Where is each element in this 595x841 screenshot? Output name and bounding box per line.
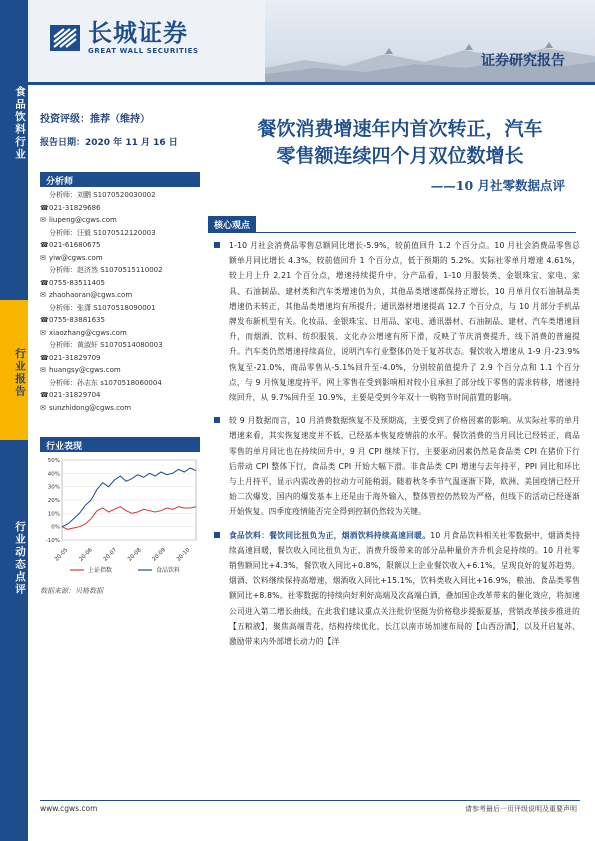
page-header: [28, 0, 595, 82]
report-type-label: 证券研究报告: [481, 53, 565, 69]
phone-icon: ☎: [40, 353, 49, 362]
analyst-row-text[interactable]: zhaohaoran@cgws.com: [49, 291, 133, 299]
footer-disclaimer: 请参考最后一页评级说明及重要声明: [465, 805, 577, 813]
phone-icon: ☎: [40, 316, 49, 324]
industry-performance-section: [40, 437, 200, 596]
square-bullet-icon: [214, 417, 220, 423]
analyst-row: [40, 314, 200, 327]
analyst-row-text[interactable]: liupeng@cgws.com: [49, 216, 117, 224]
mail-icon: ✉: [40, 403, 46, 412]
logo-english-name: GREAT WALL SECURITIES: [88, 47, 199, 55]
logo-chinese-name: 长城证券: [88, 19, 188, 47]
chart-source: 数据来源：贝格数据: [40, 587, 103, 595]
square-bullet-icon: [214, 242, 220, 248]
sidebar-report-label: 行业报告: [0, 300, 28, 440]
analyst-row: [40, 352, 200, 365]
mail-icon: ✉: [40, 366, 46, 374]
analyst-row: [40, 339, 200, 352]
analyst-row: [40, 289, 200, 302]
sidebar-industry-label: 食品饮料行业: [14, 85, 26, 161]
analyst-row-text: 0755-83881635: [49, 316, 105, 324]
analyst-row-text: 分析师：刘鹏 S1070520030002: [49, 191, 156, 199]
analyst-row: [40, 264, 200, 277]
core-view-rule: [208, 232, 576, 233]
analyst-row: [40, 402, 200, 415]
left-sidebar: [0, 0, 28, 841]
header-divider: [28, 82, 595, 85]
y-tick-label: 40%: [47, 471, 60, 478]
y-tick-label: 10%: [47, 511, 60, 518]
y-tick-label: 30%: [47, 484, 60, 491]
x-tick-label: 20-10: [175, 547, 192, 563]
analyst-row: [40, 227, 200, 240]
analyst-row-text: 分析师：汪毅 S1070512120003: [49, 228, 156, 237]
paragraph-2-text: 较 9 月数据而言，10 月消费数据恢复不及预期高，主要受到了价格因素的影响。从实际社零的单月增速来看，其实恢复速度并不低，已经基本恢复疫情前的水平。餐饮消费的当月同比已经转正，商品零售的单月同比也在持续回升中，9 月 CPI 继续下行，主要驱动因素仍然是食品类 CPI 在猪价下行后带动 CPI 整体下行，食品类 CPI 开始大幅下滑。非食品类 CPI 增速与去年持平，PPI 同比和环比与上月持平，显示内需改善的拉动力可能稍弱。随着秋冬季节气温逐渐下降，欧洲、美国疫情已经开始二次爆发，国内的爆发基本上还是由于海外输入，整体管控仍然较为严格，但线下的活动已经逐渐开始恢复。四季度疫情能否完全得到控制仍然较为关键。: [229, 416, 580, 517]
analyst-row: [40, 277, 200, 290]
paragraph-3: [212, 528, 580, 650]
mail-icon: ✉: [40, 291, 46, 299]
analyst-row: [40, 377, 200, 390]
phone-icon: ☎: [40, 203, 49, 212]
x-tick-label: 20-07: [102, 547, 119, 563]
mail-icon: ✉: [40, 253, 46, 262]
y-tick-label: -10%: [45, 538, 60, 544]
performance-chart: [40, 452, 200, 582]
analyst-header: 分析师: [40, 172, 200, 187]
analyst-row: [40, 302, 200, 315]
paragraph-1-text: 1-10 月社会消费品零售总额同比增长-5.9%，较前值回升 1.2 个百分点。10 月社会消费品零售总额单月同比增长 4.3%，较前值回升 1 个百分点，低于预期的 5.2%。实际社零单月增速 4.61%，较上月上升 2.21 个百分点，增速持续提升中。分产品看，1-10 月服装类、金银珠宝、家电、家具、石油制品、建材类和汽车类增速仍为负，其他品类增速都保持正增长，10 月单月仅石油制品类增速仍未转正，其他品类增速均有所提升；通讯器材增速提高 12.7 个百分点，与 10 月部分手机品牌发布新机型有关。化妆品、金银珠宝、日用品、家电、通讯器材、石油制品、建材、汽车类增速回升，而烟酒、饮料、纺织服装、文化办公增速有所下滑，反映了节庆消费提升、线下消费的普遍提升。汽车类仍然增速持续高位，说明汽车行业整体仍处于复苏状态。餐饮收入增速从 1-9 月-23.9%恢复至-21.0%，商品零售从-5.1%回升至-4.0%，分别较前值提升了 2.9 个百分点和 1.1 个百分点，与 9 月恢复速度持平。网上零售在受到影响相对较小且承担了部分线下零售的需求转移，增速持续回升，从 9.7%回升至 10.9%，主要是受到今年双十一购物节时间前置的影响。: [229, 241, 580, 403]
x-tick-label: 20-08: [127, 547, 143, 563]
analyst-row-text[interactable]: xiaozhang@cgws.com: [49, 328, 127, 337]
investment-rating: 投资评级：推荐（维持）: [40, 114, 150, 125]
phone-icon: ☎: [40, 278, 49, 287]
analyst-row: [40, 327, 200, 340]
analyst-row-text: 分析师：黄淑轩 S1070514080003: [49, 341, 163, 349]
phone-icon: ☎: [40, 391, 49, 399]
analyst-list: [40, 189, 200, 414]
analyst-row-text: 分析师：孙志东 s1070518060004: [49, 378, 162, 387]
analyst-row-text: 021-61680675: [49, 241, 101, 249]
core-view-tag: 核心观点: [208, 216, 256, 233]
analyst-row: [40, 202, 200, 215]
analyst-row-text: 分析师：张潇 S1070518090001: [49, 303, 156, 312]
analyst-row: [40, 189, 200, 202]
square-bullet-icon: [214, 532, 220, 538]
y-tick-label: 50%: [47, 458, 60, 464]
analyst-section: [40, 172, 200, 414]
analyst-row: [40, 252, 200, 265]
mail-icon: ✉: [40, 216, 46, 224]
paragraph-2: [212, 413, 580, 519]
analyst-row: [40, 214, 200, 227]
paragraph-1: [212, 238, 580, 405]
analyst-row-text[interactable]: yiw@cgws.com: [49, 253, 103, 262]
analyst-row: [40, 389, 200, 402]
analyst-row-text[interactable]: huangsy@cgws.com: [49, 366, 121, 374]
analyst-row-text: 021-31829704: [49, 391, 101, 399]
footer-divider: [40, 800, 580, 801]
phone-icon: ☎: [40, 241, 49, 249]
analyst-row-text: 021-31829686: [49, 203, 101, 212]
analyst-row-text: 0755-83511405: [49, 278, 105, 287]
analyst-row: [40, 239, 200, 252]
legend-label: 食品饮料: [156, 567, 181, 574]
analyst-row-text: 021-31829709: [49, 353, 101, 362]
analyst-row-text[interactable]: sunzhidong@cgws.com: [49, 403, 132, 412]
paragraph-3-text: 10 月食品饮料相关社零数据中，烟酒类持续高速回暖，餐饮收入同比扭负为正，消费升级带来的部分品种量价齐升机会是持续的。10 月社零销售额同比+4.3%，餐饮收入同比+0.8%，限额以上企业餐饮收入+6.1%，呈现良好的复苏趋势。烟酒、饮料继续保持高增速，烟酒收入同比+15.1%，饮料类收入同比+16.9%，粮油、食品类零售额同比+8.8%。社零数据的持续向好利好高端及次高端白酒，叠加国企改革带来的催化效应，将加速公司进入第二增长曲线，在此我们建议重点关注批价坚挺为价格稳步提振夏基，营销改革接步推进的【五粮液】，聚焦高端青花，结构持续优化，长江以南市场加速布局的【山西汾酒】，以及开启复苏、激励带来内外部增长动力的【洋: [229, 530, 580, 647]
paragraph-3-lead: 食品饮料：餐饮同比扭负为正，烟酒饮料持续高速回暖。: [229, 530, 431, 540]
x-tick-label: 20-09: [151, 547, 168, 563]
y-tick-label: 0%: [51, 524, 60, 531]
performance-chart-svg: [40, 452, 200, 582]
sidebar-comment-label: 行业动态点评: [14, 520, 26, 596]
report-meta: [40, 110, 200, 148]
report-date: 报告日期：2020 年 11 月 16 日: [40, 138, 178, 148]
x-tick-label: 20-06: [78, 547, 94, 563]
mail-icon: ✉: [40, 328, 46, 337]
trend-header: 行业表现: [40, 437, 200, 452]
company-logo: [48, 20, 199, 55]
logo-mark-icon: [48, 21, 82, 55]
x-tick-label: 20-05: [53, 547, 70, 563]
analyst-row: [40, 364, 200, 377]
report-subtitle: ——10 月社零数据点评: [430, 178, 565, 193]
report-title: [215, 116, 585, 170]
series-line-food: [62, 468, 196, 527]
analyst-row-text: 分析师：赵济然 S1070515110002: [49, 266, 163, 274]
title-line-2: 零售额连续四个月双位数增长: [276, 145, 524, 167]
title-line-1: 餐饮消费增速年内首次转正，汽车: [257, 118, 543, 140]
y-tick-label: 20%: [47, 498, 60, 504]
footer-website-link[interactable]: www.cgws.com: [40, 804, 98, 813]
legend-label: 上证指数: [88, 567, 113, 574]
core-view-body: [212, 238, 580, 657]
core-view-header: [208, 216, 576, 233]
